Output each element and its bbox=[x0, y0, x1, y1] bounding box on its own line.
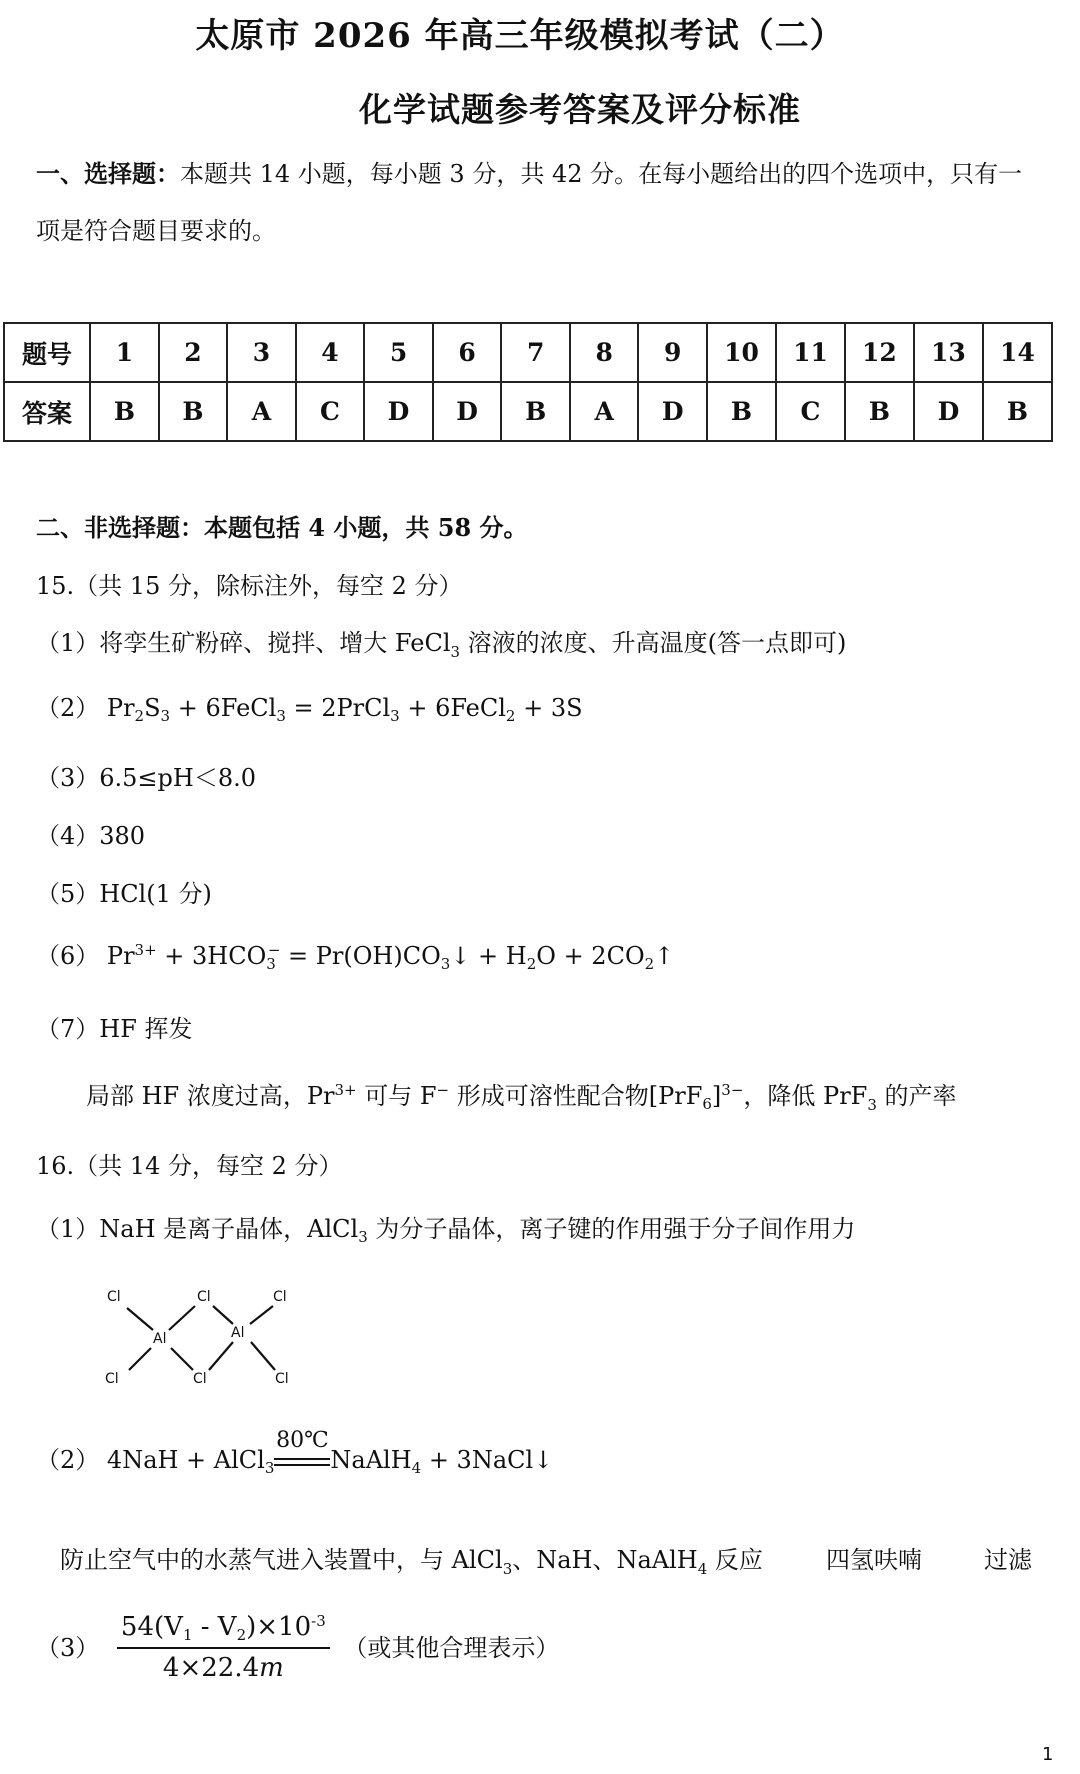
table-cell-number: 12 bbox=[845, 323, 914, 382]
q15-p1-sub: 3 bbox=[450, 643, 461, 661]
q15-note-ion: $Pr^{3+}$ bbox=[306, 1081, 357, 1110]
table-cell-answer: A bbox=[227, 382, 296, 441]
table-cell-number: 14 bbox=[983, 323, 1052, 382]
q16-p1-a: NaH 是离子晶体， bbox=[99, 1215, 308, 1243]
diagram-cl-label: Cl bbox=[273, 1289, 287, 1305]
q15-note-complex: $[PrF_6]^{3-}$ bbox=[648, 1081, 744, 1113]
bond-line bbox=[129, 1348, 151, 1370]
fraction-numerator: $54(V_1 - V_2)\times 10^{-3}$ bbox=[117, 1612, 330, 1649]
q16-part2 bbox=[36, 1427, 554, 1477]
section1-heading: 一、选择题： bbox=[36, 159, 180, 188]
table-cell-answer: B bbox=[90, 382, 159, 441]
table-row-answers bbox=[4, 382, 1052, 441]
answer-table bbox=[3, 322, 1053, 442]
q15-p6-equation: $Pr^{3+} + 3HCO_3^-$ = $Pr(OH)CO_3↓ + H_2O$ + $2CO_2↑$ bbox=[106, 941, 675, 973]
q16-p2-note-c: 反应 bbox=[707, 1546, 763, 1574]
q15-p2-label: （2） bbox=[36, 694, 100, 722]
q15-part6 bbox=[36, 942, 674, 971]
q16-p2-note-sub: 4 bbox=[697, 1560, 708, 1578]
diagram-cl-label: Cl bbox=[105, 1371, 119, 1387]
q16-p3-fraction bbox=[117, 1612, 330, 1684]
section2-heading: 二、非选择题：本题包括 4 小题，共 58 分。 bbox=[36, 513, 528, 542]
bond-line bbox=[209, 1342, 233, 1370]
table-cell-answer: D bbox=[433, 382, 502, 441]
section1-intro bbox=[36, 160, 1022, 189]
al2cl6-structure-diagram bbox=[95, 1280, 305, 1390]
diagram-al-label: Al bbox=[231, 1325, 245, 1341]
q15-p1-text-a: 将孪生矿粉碎、搅拌、增大 FeCl bbox=[99, 629, 451, 657]
bond-line bbox=[171, 1348, 193, 1370]
table-cell-number: 9 bbox=[638, 323, 707, 382]
table-header-label: 题号 bbox=[4, 323, 90, 382]
fraction-denominator: 4×22.4m bbox=[162, 1653, 284, 1684]
q16-header: 16.（共 14 分，每空 2 分） bbox=[36, 1152, 343, 1180]
q15-p1-text-b: 溶液的浓度、升高温度(答一点即可) bbox=[460, 629, 847, 657]
table-cell-number: 4 bbox=[296, 323, 365, 382]
q15-p1-label: （1） bbox=[36, 629, 100, 657]
q15-note-a: 局部 HF 浓度过高， bbox=[86, 1082, 307, 1110]
page-subtitle: 化学试题参考答案及评分标准 bbox=[359, 90, 801, 129]
table-cell-number: 10 bbox=[707, 323, 776, 382]
bond-line bbox=[250, 1306, 273, 1324]
q15-part2 bbox=[36, 694, 583, 723]
bond-line bbox=[127, 1308, 153, 1330]
q16-p3-note: （或其他合理表示） bbox=[343, 1633, 560, 1662]
reaction-condition bbox=[274, 1427, 330, 1475]
table-cell-answer: D bbox=[364, 382, 433, 441]
q15-note-minus: − bbox=[436, 1081, 450, 1099]
reaction-condition-label: 80℃ bbox=[276, 1427, 329, 1453]
q16-p2-equation: 4NaH + AlCl$_3$ bbox=[106, 1446, 275, 1477]
table-cell-number: 3 bbox=[227, 323, 296, 382]
table-cell-number: 2 bbox=[159, 323, 228, 382]
q16-p2-note bbox=[60, 1546, 763, 1578]
q15-header: 15.（共 15 分，除标注外，每空 2 分） bbox=[36, 572, 463, 600]
table-cell-answer: B bbox=[159, 382, 228, 441]
q16-part1 bbox=[36, 1215, 855, 1244]
q16-p1-label: （1） bbox=[36, 1215, 100, 1243]
q15-p2-equation: $Pr_2S_3$ + 6FeCl$_3$ = 2PrCl$_3$ + 6FeCl$_2$ + 3S bbox=[106, 694, 583, 725]
table-cell-number: 8 bbox=[570, 323, 639, 382]
q15-p6-label: （6） bbox=[36, 942, 100, 970]
diagram-cl-label: Cl bbox=[197, 1289, 211, 1305]
section1-intro-line1: 本题共 14 小题，每小题 3 分，共 42 分。在每小题给出的四个选项中，只有一 bbox=[180, 160, 1023, 188]
page-title: 太原市 2026 年高三年级模拟考试（二） bbox=[195, 16, 845, 56]
bond-line bbox=[251, 1342, 275, 1370]
table-cell-number: 11 bbox=[776, 323, 845, 382]
reaction-equals bbox=[274, 1458, 330, 1466]
table-cell-answer: B bbox=[501, 382, 570, 441]
bond-line bbox=[169, 1306, 195, 1330]
q16-p2-note-sub: 3 bbox=[502, 1560, 513, 1578]
table-cell-answer: B bbox=[845, 382, 914, 441]
table-cell-answer: B bbox=[707, 382, 776, 441]
q15-part5: （5）HCl(1 分) bbox=[36, 880, 212, 908]
table-cell-answer: B bbox=[983, 382, 1052, 441]
diagram-al-label: Al bbox=[153, 1331, 167, 1347]
q15-note-e: 的产率 bbox=[876, 1082, 957, 1110]
section1-intro-line2: 项是符合题目要求的。 bbox=[36, 217, 276, 245]
diagram-cl-label: Cl bbox=[275, 1371, 289, 1387]
q16-p2-solvent: 四氢呋喃 bbox=[826, 1546, 922, 1574]
q15-note-d: ，降低 PrF bbox=[743, 1082, 868, 1110]
q16-p1-b: 为分子晶体，离子键的作用强于分子间作用力 bbox=[367, 1215, 856, 1243]
q16-p1-alcl3: AlCl$_3$ bbox=[307, 1215, 368, 1246]
q15-note-c: 形成可溶性配合物 bbox=[449, 1082, 649, 1110]
q16-p2-method: 过滤 bbox=[984, 1546, 1032, 1574]
q15-note bbox=[86, 1081, 957, 1114]
table-cell-answer: C bbox=[776, 382, 845, 441]
q16-p2-products: NaAlH$_4$ + 3NaCl↓ bbox=[330, 1446, 554, 1477]
q15-part7: （7）HF 挥发 bbox=[36, 1015, 193, 1043]
bond-line bbox=[213, 1306, 233, 1324]
table-cell-number: 5 bbox=[364, 323, 433, 382]
q15-part3: （3）6.5≤pH＜8.0 bbox=[36, 764, 257, 792]
q15-part1 bbox=[36, 629, 847, 661]
diagram-cl-label: Cl bbox=[107, 1289, 121, 1305]
table-answer-label: 答案 bbox=[4, 382, 90, 441]
q16-p3-label: （3） bbox=[36, 1633, 100, 1662]
diagram-cl-label: Cl bbox=[193, 1371, 207, 1387]
table-cell-answer: D bbox=[638, 382, 707, 441]
table-cell-answer: C bbox=[296, 382, 365, 441]
q16-part3 bbox=[36, 1612, 559, 1684]
page-number: 1 bbox=[1042, 1744, 1054, 1765]
q16-p2-note-a: 防止空气中的水蒸气进入装置中，与 AlCl bbox=[60, 1546, 503, 1574]
q16-p2-label: （2） bbox=[36, 1446, 100, 1474]
q15-note-sub: 3 bbox=[867, 1096, 877, 1114]
table-cell-number: 1 bbox=[90, 323, 159, 382]
table-cell-number: 7 bbox=[501, 323, 570, 382]
table-cell-number: 6 bbox=[433, 323, 502, 382]
table-cell-answer: D bbox=[914, 382, 983, 441]
q16-p2-note-b: 、NaH、NaAlH bbox=[512, 1546, 698, 1574]
table-row-numbers bbox=[4, 323, 1052, 382]
q15-note-b: 可与 F bbox=[356, 1082, 437, 1110]
q15-part4: （4）380 bbox=[36, 822, 146, 850]
table-cell-number: 13 bbox=[914, 323, 983, 382]
table-cell-answer: A bbox=[570, 382, 639, 441]
